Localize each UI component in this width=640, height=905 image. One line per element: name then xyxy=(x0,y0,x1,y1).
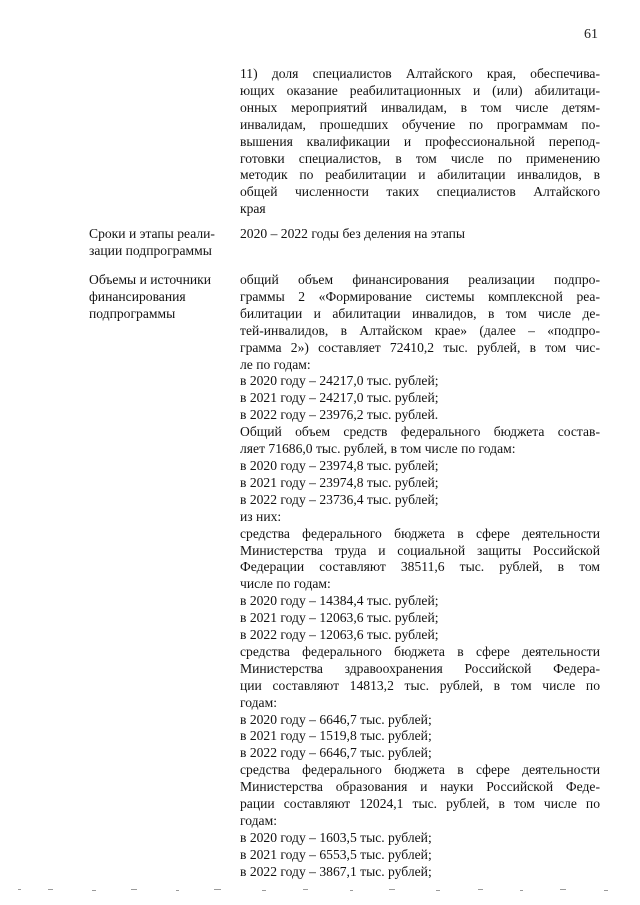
year-line: в 2022 году – 23976,2 тыс. рублей. xyxy=(240,407,439,423)
text-line: рации составляют 12024,1 тыс. рублей, в том числе по xyxy=(240,796,600,812)
scan-artifact xyxy=(0,885,640,895)
text-line: граммы 2 «Формирование системы комплексной реа- xyxy=(240,288,600,304)
label-line: финансирования xyxy=(89,288,186,304)
text-line: средства федерального бюджета в сфере деятельности xyxy=(240,762,600,778)
text-line: онных мероприятий инвалидам, в том числе детям- xyxy=(240,99,600,115)
year-line: в 2020 году – 1603,5 тыс. рублей; xyxy=(240,829,432,845)
text-line: Федерации составляют 38511,6 тыс. рублей, в том xyxy=(240,559,600,575)
year-line: в 2020 году – 14384,4 тыс. рублей; xyxy=(240,593,439,609)
text-line: 11) доля специалистов Алтайского края, обеспечива- xyxy=(240,66,600,81)
text-line: Министерства образования и науки Российской Феде- xyxy=(240,779,600,795)
year-line: в 2020 году – 23974,8 тыс. рублей; xyxy=(240,457,439,473)
text-line: тей-инвалидов, в Алтайском крае» (далее – «подпро- xyxy=(240,322,600,338)
year-line: в 2021 году – 1519,8 тыс. рублей; xyxy=(240,728,432,744)
label-line: подпрограммы xyxy=(89,305,176,321)
text-line: из них: xyxy=(240,508,282,524)
text-line: числе по годам: xyxy=(240,576,331,592)
text-line: ле по годам: xyxy=(240,356,311,372)
text-line: методик по реабилитации и абилитации инвалидов, в xyxy=(240,167,600,183)
text-line: билитации и абилитации инвалидов, в том числе де- xyxy=(240,305,600,321)
financing-value xyxy=(240,272,600,881)
financing-label xyxy=(89,272,239,323)
text-line: края xyxy=(240,201,266,217)
year-line: в 2022 году – 3867,1 тыс. рублей; xyxy=(240,863,432,879)
text-line: годам: xyxy=(240,813,277,828)
year-line: в 2022 году – 23736,4 тыс. рублей; xyxy=(240,491,439,507)
text-line: средства федерального бюджета в сфере деятельности xyxy=(240,525,600,541)
text-line: вышения квалификации и профессиональной перепод- xyxy=(240,133,600,149)
terms-value xyxy=(240,226,600,243)
text-line: ции составляют 14813,2 тыс. рублей, в том числе по xyxy=(240,677,600,693)
text-line: ляет 71686,0 тыс. рублей, в том числе по годам: xyxy=(240,441,516,457)
year-line: в 2022 году – 6646,7 тыс. рублей; xyxy=(240,745,432,761)
year-line: в 2021 году – 24217,0 тыс. рублей; xyxy=(240,390,439,406)
text-line: общей численности таких специалистов Алтайского xyxy=(240,184,600,200)
label-line: Объемы и источники xyxy=(89,272,212,287)
text-line: 2020 – 2022 годы без деления на этапы xyxy=(240,226,466,241)
text-line: грамма 2») составляет 72410,2 тыс. рублей, в том чис- xyxy=(240,339,600,355)
year-line: в 2020 году – 6646,7 тыс. рублей; xyxy=(240,711,432,727)
label-line: зации подпрограммы xyxy=(89,242,212,258)
text-line: Министерства здравоохранения Российской Федера- xyxy=(240,660,600,676)
year-line: в 2022 году – 12063,6 тыс. рублей; xyxy=(240,627,439,643)
text-line: годам: xyxy=(240,694,277,710)
text-line: инвалидам, прошедших обучение по программам по- xyxy=(240,116,600,132)
text-line: ющих оказание реабилитационных и (или) абилитаци- xyxy=(240,82,600,98)
year-line: в 2021 году – 23974,8 тыс. рублей; xyxy=(240,474,439,490)
year-line: в 2021 году – 12063,6 тыс. рублей; xyxy=(240,610,439,626)
text-line: средства федерального бюджета в сфере деятельности xyxy=(240,643,600,659)
terms-label xyxy=(89,226,239,260)
label-line: Сроки и этапы реали- xyxy=(89,226,215,241)
text-line: Министерства труда и социальной защиты Российской xyxy=(240,542,600,558)
year-line: в 2020 году – 24217,0 тыс. рублей; xyxy=(240,373,439,389)
indicator-11-paragraph xyxy=(240,66,600,218)
text-line: общий объем финансирования реализации подпро- xyxy=(240,272,600,287)
year-line: в 2021 году – 6553,5 тыс. рублей; xyxy=(240,846,432,862)
text-line: готовки специалистов, в том числе по применению xyxy=(240,150,600,166)
text-line: Общий объем средств федерального бюджета состав- xyxy=(240,424,600,440)
page-number: 61 xyxy=(584,27,598,42)
